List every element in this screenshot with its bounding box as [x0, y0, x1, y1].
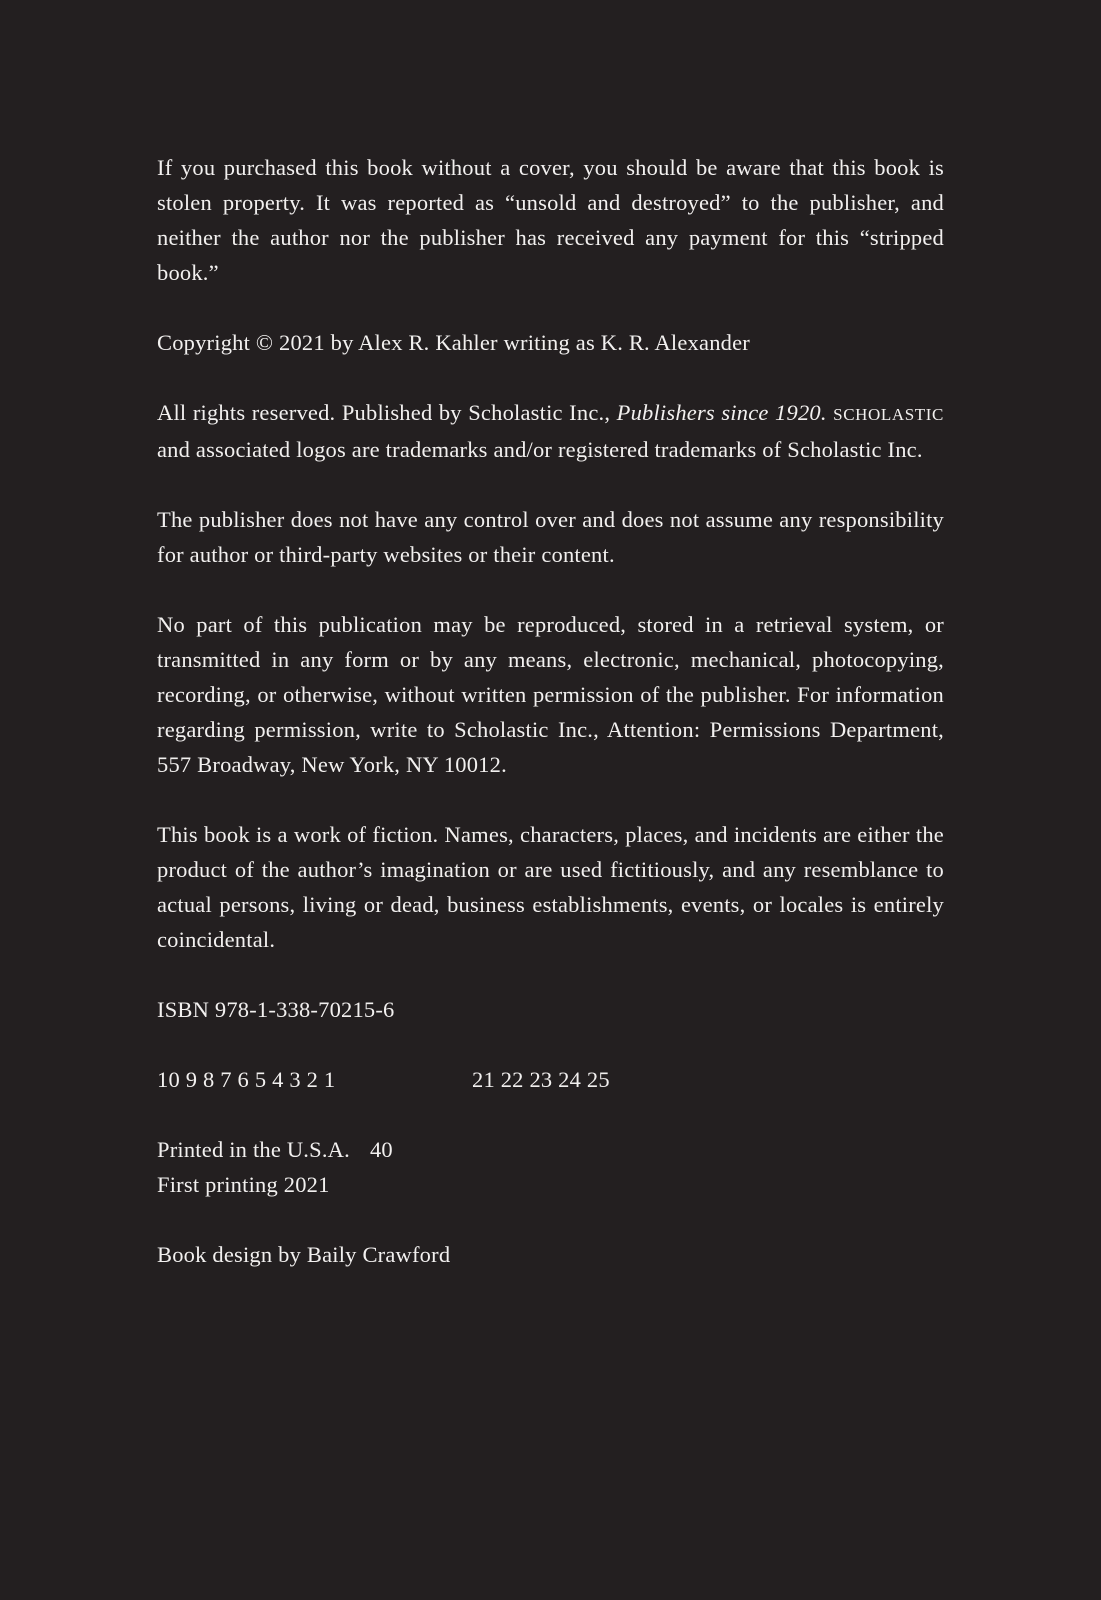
rights-text-start: All rights reserved. Published by Scholastic Inc., [157, 400, 617, 425]
copyright-text-block [157, 150, 944, 1307]
scholastic-trademark: SCHOLASTIC [833, 405, 944, 424]
impression-numbers: 10 9 8 7 6 5 4 3 2 1 [157, 1067, 336, 1092]
rights-text-end: and associated logos are trademarks and/or registered trademarks of Scholastic Inc. [157, 437, 923, 462]
first-printing: First printing 2021 [157, 1172, 330, 1197]
printed-in-line [157, 1132, 944, 1167]
rights-reserved-paragraph [157, 395, 944, 467]
isbn: ISBN 978-1-338-70215-6 [157, 997, 395, 1022]
printed-in-label: Printed in the U.S.A. [157, 1137, 350, 1162]
design-credit: Book design by Baily Crawford [157, 1242, 451, 1267]
reproduction-paragraph: No part of this publication may be reproduced, stored in a retrieval system, or transmitted in any form or by any means, electronic, mechanical, photocopying, recording, or otherwise, without written permission of the publisher. For information regarding permission, write to Scholastic Inc., Attention: Permissions Department, 557 Broadway, New York, NY 10012. [157, 612, 944, 777]
printing-number-line [157, 1062, 944, 1097]
year-numbers: 21 22 23 24 25 [472, 1067, 610, 1092]
publisher-control-paragraph: The publisher does not have any control over and does not assume any responsibility for author or third-party websites or their content. [157, 507, 944, 567]
copyright-line: Copyright © 2021 by Alex R. Kahler writing as K. R. Alexander [157, 330, 750, 355]
fiction-disclaimer: This book is a work of fiction. Names, characters, places, and incidents are either the product of the author’s imagination or are used fictitiously, and any resemblance to actual persons, living or dead, business establishments, events, or locales is entirely coincidental. [157, 822, 944, 952]
printing-info [157, 1132, 944, 1202]
publisher-tagline: Publishers since 1920. [616, 400, 827, 425]
stripped-book-notice: If you purchased this book without a cover, you should be aware that this book is stolen property. It was reported as “unsold and destroyed” to the publisher, and neither the author nor the publisher has received any payment for this “stripped book.” [157, 155, 944, 285]
printer-code: 40 [369, 1137, 393, 1162]
